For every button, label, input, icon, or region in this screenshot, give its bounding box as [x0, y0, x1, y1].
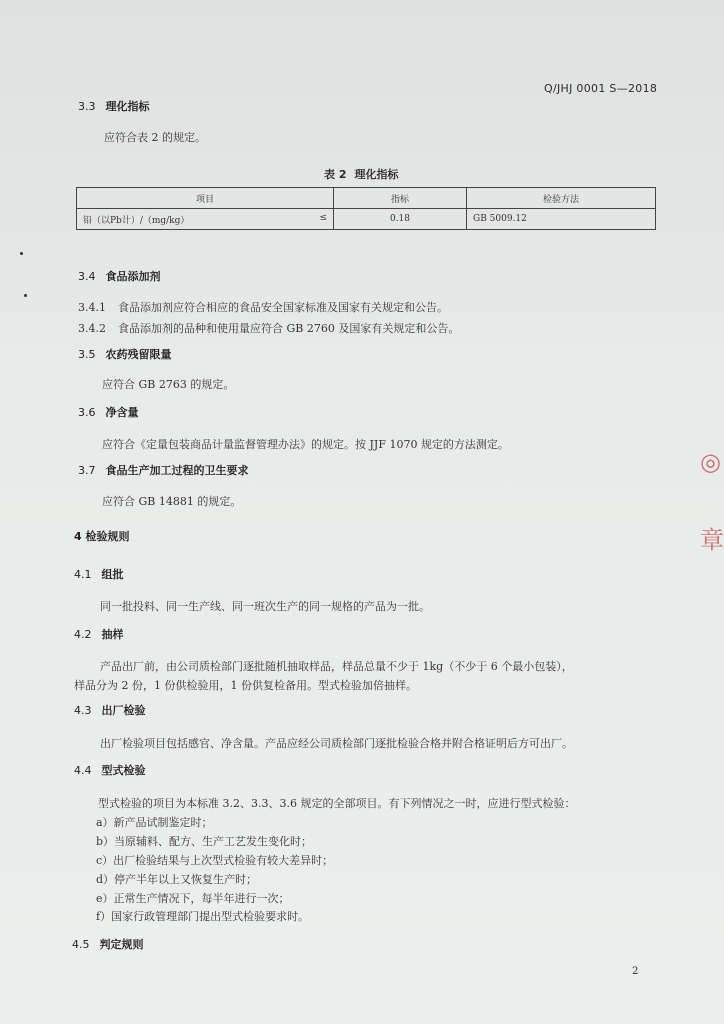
section-number: 3.7 — [78, 464, 96, 477]
section-title: 抽样 — [101, 628, 124, 641]
section-title: 组批 — [101, 568, 124, 581]
section-number: 4.3 — [74, 704, 92, 717]
section-4-5-heading — [72, 936, 144, 952]
section-number: 3.3 — [78, 100, 96, 113]
list-item: e）正常生产情况下，每半年进行一次； — [96, 892, 290, 905]
list-item: f）国家行政管理部门提出型式检验要求时。 — [96, 910, 310, 923]
table-row — [77, 209, 656, 230]
section-4-3-text: 出厂检验项目包括感官、净含量。产品应经公司质检部门逐批检验合格并附合格证明后方可出厂。 — [100, 737, 573, 750]
section-number: 4.1 — [74, 568, 92, 581]
section-number: 3.6 — [78, 406, 96, 419]
list-item: a）新产品试制鉴定时； — [96, 816, 213, 829]
table-2-caption — [324, 166, 398, 182]
section-number: 3.4 — [78, 270, 96, 283]
list-item: b）当原辅料、配方、生产工艺发生变化时； — [96, 835, 313, 848]
section-3-6-text: 应符合《定量包装商品计量监督管理办法》的规定。按 JJF 1070 规定的方法测定。 — [102, 438, 509, 451]
section-4-3-heading — [74, 702, 146, 718]
section-4-2-line-1: 产品出厂前，由公司质检部门逐批随机抽取样品，样品总量不少于 1kg（不少于 6 个最小包装）， — [100, 660, 573, 673]
section-title: 食品生产加工过程的卫生要求 — [105, 464, 249, 477]
list-item: d）停产半年以上又恢复生产时； — [96, 873, 258, 886]
section-title: 净含量 — [105, 406, 139, 419]
section-3-5-heading — [78, 346, 172, 362]
seal-stamp-partial-upper: ◎ — [700, 448, 719, 476]
binding-hole-mark — [24, 294, 27, 297]
document-id: Q/JHJ 0001 S—2018 — [544, 82, 658, 95]
section-number: 4.4 — [74, 764, 92, 777]
clause-number: 3.4.2 — [78, 322, 106, 335]
binding-hole-mark — [20, 252, 23, 255]
table-cell-item — [77, 209, 334, 230]
table-header-method: 检验方法 — [467, 188, 656, 209]
section-title: 理化指标 — [105, 100, 150, 113]
table-cell-limit: 0.18 — [334, 209, 467, 230]
chapter-4-heading: 4 检验规则 — [74, 530, 130, 543]
section-4-1-text: 同一批投料、同一生产线、同一班次生产的同一规格的产品为一批。 — [100, 600, 430, 613]
section-3-7-text: 应符合 GB 14881 的规定。 — [102, 495, 242, 508]
section-3-3-text: 应符合表 2 的规定。 — [104, 131, 206, 144]
table-header-item: 项目 — [77, 188, 334, 209]
clause-3-4-1 — [78, 299, 448, 315]
section-title: 食品添加剂 — [105, 270, 161, 283]
clause-text: 食品添加剂应符合相应的食品安全国家标准及国家有关规定和公告。 — [118, 301, 448, 314]
section-3-4-heading — [78, 268, 161, 284]
clause-3-4-2 — [78, 320, 459, 336]
section-number: 4.5 — [72, 938, 90, 951]
table-header-row — [77, 188, 656, 209]
table-cell-method: GB 5009.12 — [467, 209, 656, 230]
section-title: 判定规则 — [99, 938, 144, 951]
section-4-4-intro: 型式检验的项目为本标准 3.2、3.3、3.6 规定的全部项目。有下列情况之一时，应进行型式检验： — [98, 797, 576, 810]
section-4-2-line-2: 样品分为 2 份，1 份供检验用，1 份供复检备用。型式检验加倍抽样。 — [74, 679, 417, 692]
list-item: c）出厂检验结果与上次型式检验有较大差异时； — [96, 854, 334, 867]
section-3-3-heading — [78, 98, 150, 114]
section-number: 4.2 — [74, 628, 92, 641]
section-4-4-heading — [74, 762, 146, 778]
table-caption-title: 理化指标 — [354, 168, 399, 181]
section-3-6-heading — [78, 404, 139, 420]
seal-stamp-partial-lower: 章 — [700, 526, 724, 554]
clause-text: 食品添加剂的品种和使用量应符合 GB 2760 及国家有关规定和公告。 — [118, 322, 460, 335]
table-caption-number: 表 2 — [324, 168, 347, 181]
page-number: 2 — [632, 966, 639, 977]
table-header-limit: 指标 — [334, 188, 467, 209]
section-3-7-heading — [78, 462, 249, 478]
item-name: 铅（以Pb计）/（mg/kg） — [83, 215, 190, 226]
section-4-2-heading — [74, 626, 124, 642]
section-3-5-text: 应符合 GB 2763 的规定。 — [102, 378, 235, 391]
table-2 — [76, 187, 656, 230]
operator: ≤ — [319, 212, 327, 223]
section-title: 出厂检验 — [101, 704, 146, 717]
clause-number: 3.4.1 — [78, 301, 106, 314]
section-number: 3.5 — [78, 348, 96, 361]
section-title: 型式检验 — [101, 764, 146, 777]
section-4-1-heading — [74, 566, 124, 582]
section-title: 农药残留限量 — [105, 348, 172, 361]
